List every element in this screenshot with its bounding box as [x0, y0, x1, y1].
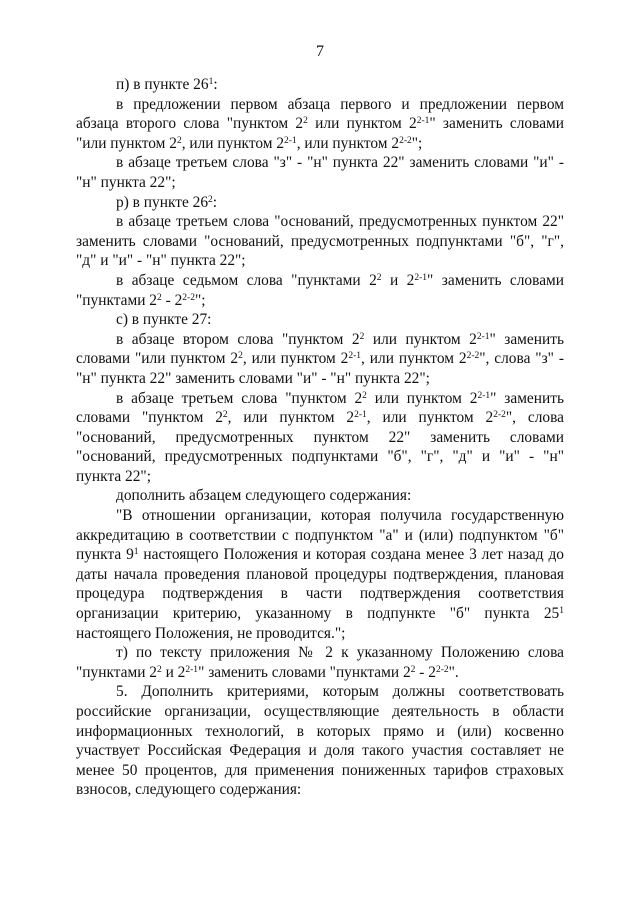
paragraph-add-clause: дополнить абзацем следующего содержания: — [116, 487, 412, 505]
page-number: 7 — [316, 43, 324, 60]
paragraph-item-5: 5. Дополнить критериями, которым должны соответствовать российские организации, осуществляющие деятельность в области информационных технологий, в которых прямо и (или) косвенно участвует Российская Федерация и доля такого участия составляет не менее 50 процентов, для применения пониженных тарифов страховых взносов, следующего содержания: — [76, 683, 564, 799]
paragraph-amend-r-third: в абзаце третьем слова "оснований, предусмотренных пунктом 22" заменить словами "оснований, предусмотренных подпунктами "б", "г", "д" и "и" - "н" пункта 22"; — [76, 213, 564, 270]
paragraph-item-p: п) в пункте $26^1$: — [116, 76, 218, 93]
paragraph-item-t: т) по тексту приложения № 2 к указанному Положению слова "пунктами $2^2$ и 2$^{2-1}$" заменить словами "пунктами $2^2 - 2^{2-2}$". — [76, 644, 564, 681]
paragraph-quoted-text: "В отношении организации, которая получила государственную аккредитацию в соответствии с подпунктом "а" и (или) подпунктом "б" пункта $9^1$ настоящего Положения и которая создана менее 3 лет назад до даты начала проведения плановой процедуры подтверждения, плановая процедура подтверждения в части подтверждения соответствия организации критерию, указанному в подпункте "б" пункта $25^1$ настоящего Положения, не проводится."; — [76, 507, 564, 642]
document-body — [76, 75, 564, 800]
paragraph-item-r: р) в пункте $26^2$: — [116, 193, 218, 211]
paragraph-amend-third: в абзаце третьем слова "з" - "н" пункта 22" заменить словами "и" - "н" пункта 22"; — [76, 154, 564, 191]
paragraph-amend-sentence: в предложении первом абзаца первого и предложении первом абзаца второго слова "пунктом $2^2$ или пунктом 2$^{2-1}$" заменить словами "или пунктом $2^2$, или пунктом 2$^{2-1}$, или пунктом 2$^{2-2}$"; — [76, 95, 564, 152]
paragraph-amend-s-third: в абзаце третьем слова "пунктом $2^2$ или пунктом 2$^{2-1}$" заменить словами "пунктом $2^2$, или пунктом 2$^{2-1}$, или пунктом 2$^{2-2}$", слова "оснований, предусмотренных пунктом 22" заменить словами "оснований, предусмотренных подпунктами "б", "г", "д" и "и" - "н" пункта 22"; — [76, 389, 564, 485]
paragraph-amend-s-second: в абзаце втором слова "пунктом $2^2$ или пунктом 2$^{2-1}$" заменить словами "или пунктом $2^2$, или пунктом 2$^{2-1}$, или пунктом 2$^{2-2}$", слова "з" - "н" пункта 22" заменить словами "и" - "н" пункта 22"; — [76, 330, 564, 387]
paragraph-item-s: с) в пункте 27: — [116, 311, 212, 329]
paragraph-amend-r-seventh: в абзаце седьмом слова "пунктами $2^2$ и 2$^{2-1}$" заменить словами "пунктами $2^2 - 2^{2-2}$"; — [76, 271, 565, 309]
